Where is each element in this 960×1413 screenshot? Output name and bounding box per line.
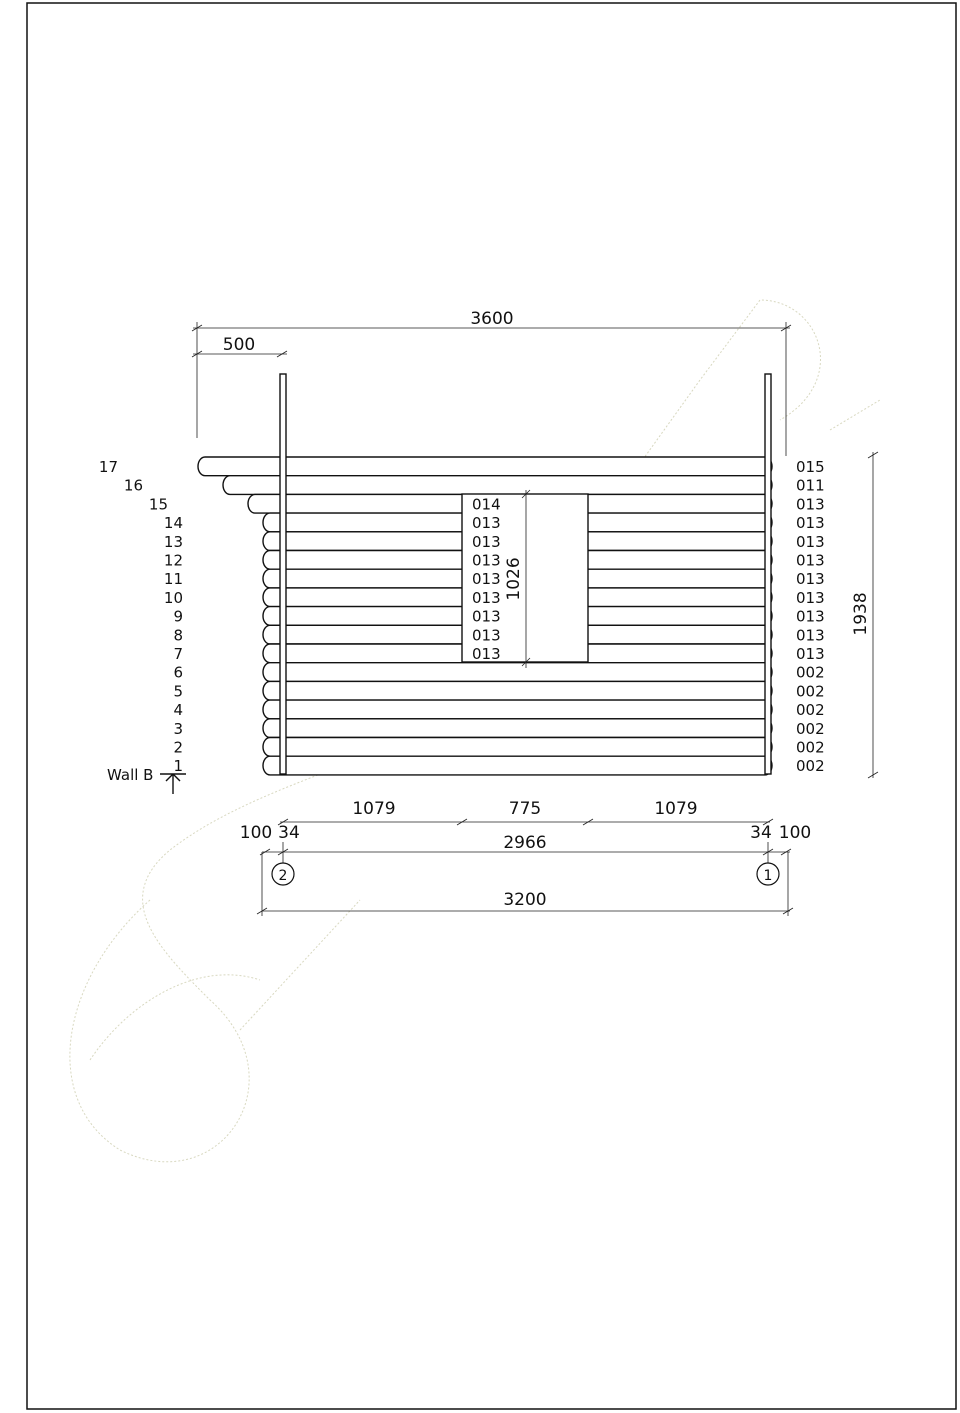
dimension-overhang: [192, 335, 287, 357]
dimension-left-end-label: 100: [239, 823, 273, 843]
row-number-labels: [99, 458, 183, 775]
corner-post-left: [280, 374, 286, 774]
axis-marker-right-label: 1: [763, 868, 773, 884]
row-number: 13: [163, 532, 183, 551]
dimension-left-offset-label: 34: [278, 823, 300, 843]
window-log-code: 013: [472, 514, 501, 533]
log-row: [223, 476, 772, 495]
log-code-labels: [796, 458, 825, 775]
row-number: 1: [173, 757, 183, 776]
log-code: 002: [796, 701, 825, 720]
axis-marker-right: [757, 842, 779, 885]
row-number: 11: [163, 570, 183, 589]
log-code: 013: [796, 514, 825, 533]
dimension-chain-inner: [240, 823, 811, 855]
log-code: 013: [796, 551, 825, 570]
dimension-base-length: [257, 852, 793, 916]
log-code: 015: [796, 458, 825, 476]
row-number: 12: [163, 551, 183, 570]
row-number: 6: [173, 663, 183, 682]
log-code: 002: [796, 682, 825, 701]
axis-marker-left: [272, 842, 294, 885]
log-code: 013: [796, 607, 825, 626]
dimension-right-end-label: 100: [778, 823, 812, 843]
log-code: 013: [796, 532, 825, 551]
row-number: 8: [173, 626, 183, 645]
log-code: 002: [796, 757, 825, 776]
log-code: 011: [796, 476, 825, 495]
window-log-code: 013: [472, 570, 501, 589]
corner-post-right: [765, 374, 771, 774]
window-log-code: 013: [472, 645, 501, 663]
dimension-overhang-label: 500: [222, 335, 256, 355]
window-log-code: 013: [472, 607, 501, 626]
dimension-window-height-label: 1026: [504, 557, 524, 601]
log-code: 013: [796, 645, 825, 663]
row-number: 14: [163, 514, 183, 533]
dimension-left-span-label: 1079: [352, 799, 396, 819]
log-row: [263, 663, 772, 682]
row-number: 2: [173, 738, 183, 757]
log-row: [263, 719, 772, 738]
window-log-codes: [472, 495, 501, 663]
dimension-overall-width-label: 3600: [470, 309, 514, 329]
log-row: [263, 756, 772, 775]
wall-label: Wall B: [107, 766, 154, 784]
row-number: 16: [123, 476, 143, 495]
dimension-height-label: 1938: [851, 592, 871, 636]
log-code: 002: [796, 738, 825, 757]
row-number: 9: [173, 607, 183, 626]
log-code: 013: [796, 570, 825, 589]
axis-marker-left-label: 2: [278, 868, 288, 884]
log-code: 002: [796, 719, 825, 738]
dimension-height: [851, 452, 878, 778]
log-code: 002: [796, 663, 825, 682]
base-level-marker: [160, 774, 186, 794]
row-number: 7: [173, 645, 183, 663]
log-code: 013: [796, 495, 825, 514]
log-row: [263, 700, 772, 719]
window-log-code: 013: [472, 551, 501, 570]
dimension-window-width-label: 775: [508, 799, 542, 819]
dimension-right-offset-label: 34: [750, 823, 772, 843]
dimension-chain-openings: [278, 799, 773, 825]
row-number: 5: [173, 682, 183, 701]
window-log-code: 013: [472, 532, 501, 551]
dimension-right-span-label: 1079: [654, 799, 698, 819]
log-row: [263, 681, 772, 700]
row-number: 4: [173, 701, 183, 720]
row-number: 15: [148, 495, 168, 514]
window-log-code: 013: [472, 588, 501, 607]
row-number: 10: [163, 588, 183, 607]
dimension-base-length-label: 3200: [503, 890, 547, 910]
log-code: 013: [796, 588, 825, 607]
row-number: 17: [98, 458, 118, 476]
window-log-code: 014: [472, 495, 501, 514]
log-code: 013: [796, 626, 825, 645]
dimension-inner-length-label: 2966: [503, 833, 547, 853]
row-number: 3: [173, 719, 183, 738]
window-log-code: 013: [472, 626, 501, 645]
log-row: [263, 738, 772, 757]
